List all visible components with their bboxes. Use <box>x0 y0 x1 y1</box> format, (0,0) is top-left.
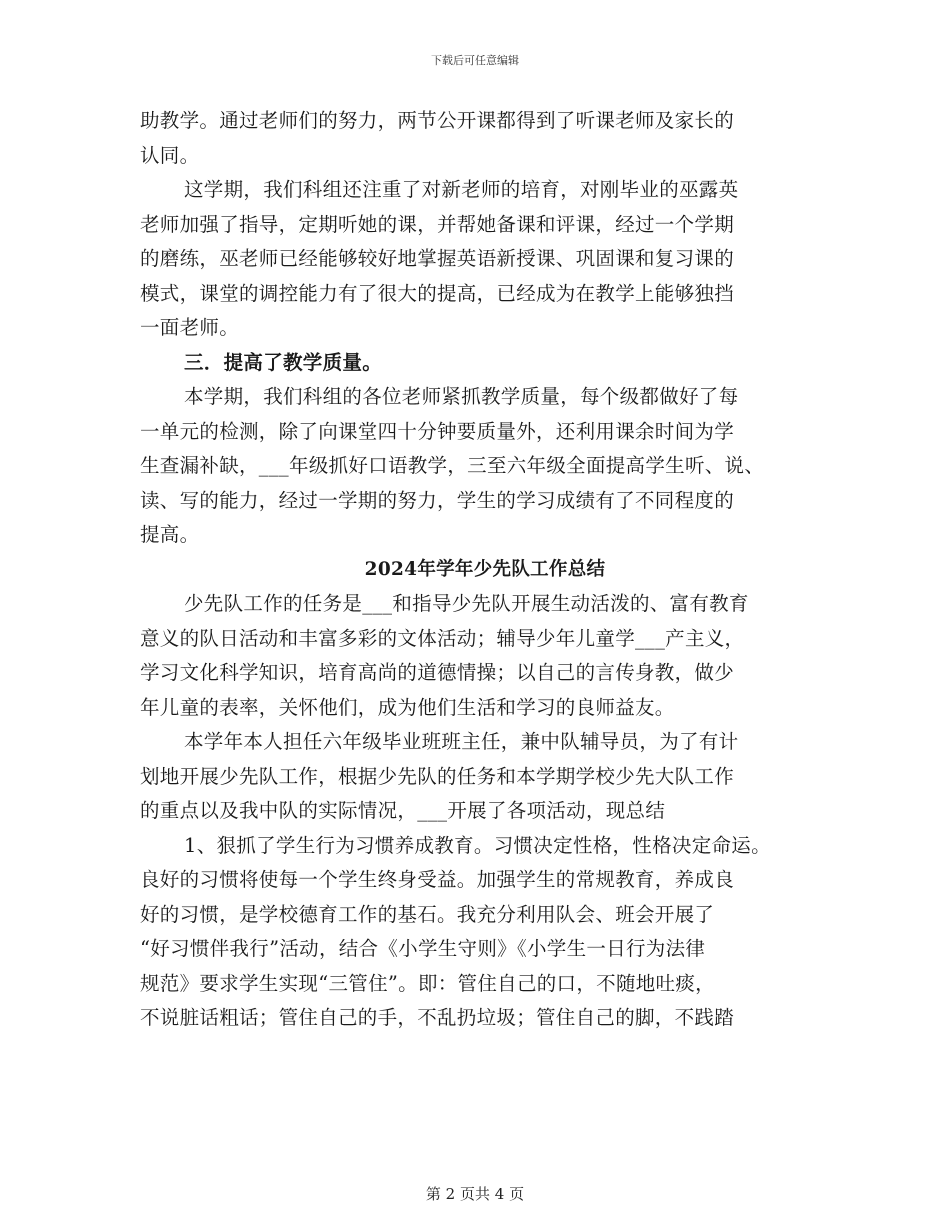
paragraph-line: 年儿童的表率，关怀他们，成为他们生活和学习的良师益友。 <box>140 695 675 719</box>
paragraph-line: 助教学。通过老师们的努力，两节公开课都得到了听课老师及家长的 <box>140 109 735 132</box>
paragraph-line: 的重点以及我中队的实际情况，___开展了各项活动，现总结 <box>140 799 666 822</box>
paragraph-line: 一单元的检测，除了向课堂四十分钟要质量外，还利用课余时间为学 <box>140 419 735 443</box>
paragraph-line: 一面老师。 <box>140 316 240 339</box>
paragraph-line: 生查漏补缺，___年级抓好口语教学，三至六年级全面提高学生听、说、 <box>140 454 765 477</box>
paragraph-line: 认同。 <box>140 143 200 167</box>
paragraph-line: 1、狠抓了学生行为习惯养成教育。习惯决定性格，性格决定命运。 <box>184 833 771 857</box>
paragraph-line: 本学年本人担任六年级毕业班班主任，兼中队辅导员，为了有计 <box>184 730 739 753</box>
paragraph-line: 提高。 <box>140 523 200 546</box>
page-header: 下载后可任意编辑 <box>431 54 519 67</box>
paragraph-line: 意义的队日活动和丰富多彩的文体活动；辅导少年儿童学___产主义， <box>140 626 745 650</box>
paragraph-line: 学习文化科学知识，培育高尚的道德情操；以自己的言传身教，做少 <box>140 661 735 684</box>
paragraph-line: 少先队工作的任务是___和指导少先队开展生动活泼的、富有教育 <box>184 592 749 615</box>
section-heading: 三．提高了教学质量。 <box>184 350 383 374</box>
paragraph-line: 良好的习惯将使每一个学生终身受益。加强学生的常规教育，养成良 <box>140 868 735 891</box>
page-footer: 第 2 页共 4 页 <box>425 1185 525 1203</box>
paragraph-line: 规范》要求学生实现“三管住”。即：管住自己的口，不随地吐痰， <box>140 971 715 995</box>
paragraph-line: 划地开展少先队工作，根据少先队的任务和本学期学校少先大队工作 <box>140 764 735 788</box>
paragraph-line: 本学期，我们科组的各位老师紧抓教学质量，每个级都做好了每 <box>184 385 739 408</box>
paragraph-line: 老师加强了指导，定期听她的课，并帮她备课和评课，经过一个学期 <box>140 212 735 236</box>
document-body <box>140 104 830 1036</box>
paragraph-line: “好习惯伴我行”活动，结合《小学生守则》《小学生一日行为法律 <box>140 937 706 960</box>
paragraph-line: 这学期，我们科组还注重了对新老师的培育，对刚毕业的巫露英 <box>184 178 739 201</box>
document-title: 2024年学年少先队工作总结 <box>364 558 606 580</box>
paragraph-line: 的磨练，巫老师已经能够较好地掌握英语新授课、巩固课和复习课的 <box>140 247 735 270</box>
paragraph-line: 不说脏话粗话；管住自己的手，不乱扔垃圾；管住自己的脚，不践踏 <box>140 1006 735 1029</box>
paragraph-line: 读、写的能力，经过一学期的努力，学生的学习成绩有了不同程度的 <box>140 488 735 512</box>
paragraph-line: 模式，课堂的调控能力有了很大的提高，已经成为在教学上能够独挡 <box>140 281 735 305</box>
paragraph-line: 好的习惯，是学校德育工作的基石。我充分利用队会、班会开展了 <box>140 902 715 926</box>
